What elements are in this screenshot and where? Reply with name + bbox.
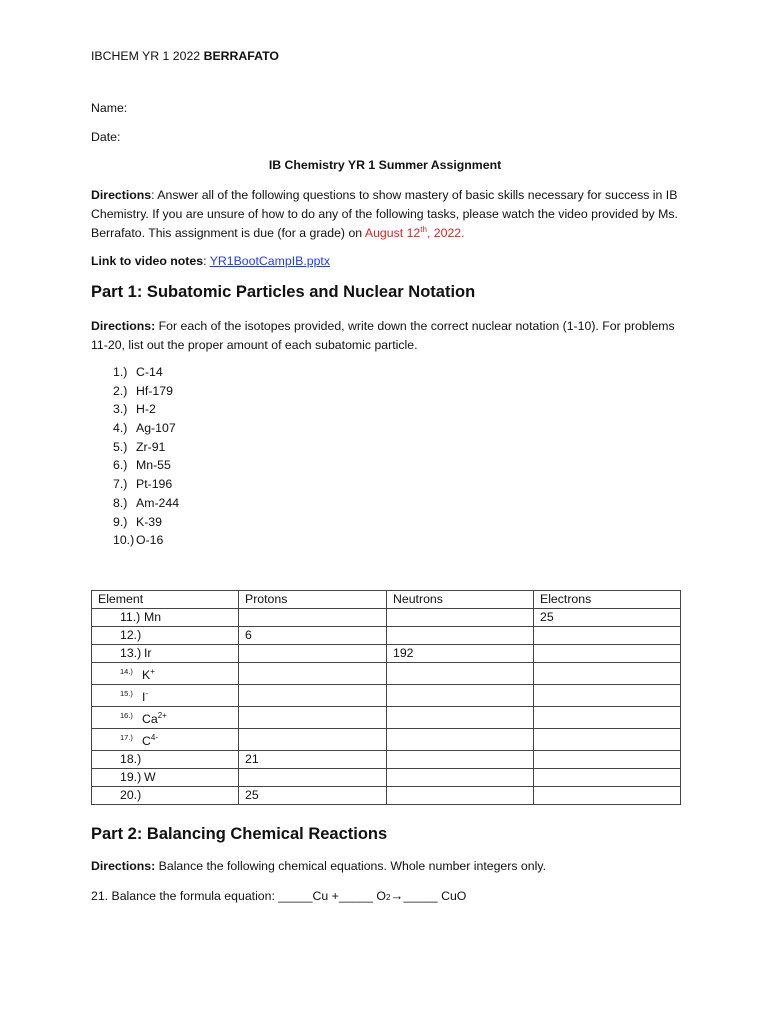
table-row <box>92 609 681 627</box>
oxygen-subscript: 2 <box>386 893 391 902</box>
name-label: Name: <box>91 101 128 115</box>
element-cell <box>92 645 239 663</box>
isotope-name: Hf-179 <box>136 383 173 398</box>
list-item <box>113 400 179 419</box>
electrons-cell[interactable] <box>534 663 681 685</box>
table-row <box>92 685 681 707</box>
neutrons-cell[interactable] <box>387 627 534 645</box>
header-protons: Protons <box>239 591 387 609</box>
neutrons-cell[interactable] <box>387 663 534 685</box>
table-row <box>92 751 681 769</box>
neutrons-cell[interactable]: 192 <box>387 645 534 663</box>
list-item-number: 3.) <box>113 402 128 417</box>
element-symbol: Ir <box>144 646 152 660</box>
directions-label: Directions <box>91 188 152 202</box>
part2-heading: Part 2: Balancing Chemical Reactions <box>91 825 388 843</box>
element-symbol: W <box>144 770 156 784</box>
protons-cell[interactable]: 6 <box>239 627 387 645</box>
electrons-cell[interactable] <box>534 645 681 663</box>
row-number: 11.) <box>120 610 141 624</box>
list-item <box>113 438 179 457</box>
ion-charge: 4- <box>150 733 159 742</box>
ion-charge: 2+ <box>157 711 167 720</box>
header-element: Element <box>92 591 239 609</box>
neutrons-cell[interactable] <box>387 769 534 787</box>
element-symbol: K <box>142 668 151 682</box>
element-cell <box>92 609 239 627</box>
element-cell <box>92 707 239 729</box>
electrons-cell[interactable] <box>534 729 681 751</box>
row-number: 19.) <box>120 770 142 784</box>
video-notes-line: Link to video notes: YR1BootCampIB.pptx <box>91 254 330 268</box>
element-cell <box>92 627 239 645</box>
directions-paragraph <box>91 186 691 243</box>
row-number: 15.) <box>120 689 133 698</box>
list-item-number: 5.) <box>113 439 128 454</box>
row-number: 20.) <box>120 788 142 802</box>
video-label: Link to video notes <box>91 254 204 268</box>
electrons-cell[interactable] <box>534 751 681 769</box>
list-item <box>113 419 179 438</box>
header-electrons: Electrons <box>534 591 681 609</box>
element-cell <box>92 685 239 707</box>
list-item-number: 7.) <box>113 477 128 492</box>
list-item <box>113 382 179 401</box>
list-item-number: 6.) <box>113 458 128 473</box>
document-title: IB Chemistry YR 1 Summer Assignment <box>268 158 502 172</box>
protons-cell[interactable] <box>239 707 387 729</box>
list-item-number: 8.) <box>113 495 128 510</box>
subatomic-table <box>91 590 681 805</box>
element-symbol: Mn <box>144 610 162 624</box>
element-cell <box>92 663 239 685</box>
list-item-number: 10.) <box>113 533 135 548</box>
directions-text: : Answer all of the following questions to show mastery of basic skills necessary for success in IB Chemistry. If you are unsure of how to do any of the following tasks, please watch the video provided by Ms. Berrafato. This assignment is due (for a grade) on <box>91 188 678 240</box>
part2-directions-label: Directions: <box>91 859 156 873</box>
table-row <box>92 645 681 663</box>
isotope-name: Ag-107 <box>136 421 176 436</box>
isotope-name: Mn-55 <box>136 458 171 473</box>
list-item-number: 2.) <box>113 383 128 398</box>
neutrons-cell[interactable] <box>387 609 534 627</box>
row-number: 17.) <box>120 733 133 742</box>
isotope-name: O-16 <box>136 533 164 548</box>
list-item-number: 4.) <box>113 421 128 436</box>
row-number: 16.) <box>120 711 133 720</box>
neutrons-cell[interactable] <box>387 729 534 751</box>
element-symbol: C <box>142 734 151 748</box>
isotope-name: C-14 <box>136 365 163 379</box>
neutrons-cell[interactable] <box>387 751 534 769</box>
isotope-list <box>113 363 179 550</box>
protons-cell[interactable]: 21 <box>239 751 387 769</box>
question-21: 21. Balance the formula equation: _____Cu +_____ O2→_____ CuO <box>91 888 467 903</box>
row-number: 14.) <box>120 667 133 676</box>
row-number: 13.) <box>120 646 142 660</box>
table-row <box>92 787 681 805</box>
date-label: Date: <box>91 130 121 144</box>
table-header-row <box>92 591 681 609</box>
part1-directions: Directions: For each of the isotopes provided, write down the correct nuclear notation (1-10). For problems 11-20, list out the proper amount of each subatomic particle. <box>91 319 675 352</box>
protons-cell[interactable] <box>239 645 387 663</box>
electrons-cell[interactable] <box>534 707 681 729</box>
list-item-number: 1.) <box>113 365 128 379</box>
video-notes-link[interactable]: YR1BootCampIB.pptx <box>209 254 330 268</box>
isotope-name: H-2 <box>136 402 156 417</box>
neutrons-cell[interactable] <box>387 787 534 805</box>
arrow-icon: → <box>390 888 404 903</box>
list-item <box>113 513 179 532</box>
list-item <box>113 363 179 382</box>
element-cell <box>92 787 239 805</box>
header-neutrons: Neutrons <box>387 591 534 609</box>
teacher-name: BERRAFATO <box>203 49 279 63</box>
electrons-cell[interactable] <box>534 685 681 707</box>
electrons-cell[interactable] <box>534 769 681 787</box>
element-symbol: Ca <box>142 712 158 726</box>
protons-cell[interactable] <box>239 769 387 787</box>
row-number: 18.) <box>120 752 142 766</box>
table-row <box>92 663 681 685</box>
list-item <box>113 531 179 550</box>
neutrons-cell[interactable] <box>387 707 534 729</box>
element-symbol: I <box>142 690 146 704</box>
element-cell <box>92 751 239 769</box>
page-header <box>91 49 279 63</box>
list-item <box>113 456 179 475</box>
table-row <box>92 627 681 645</box>
protons-cell[interactable] <box>239 685 387 707</box>
list-item <box>113 494 179 513</box>
ion-charge: - <box>145 689 149 698</box>
part1-directions-label: Directions: <box>91 319 156 333</box>
due-date: August 12th, 2022. <box>364 225 465 240</box>
electrons-cell[interactable]: 25 <box>534 609 681 627</box>
isotope-name: Zr-91 <box>136 439 166 454</box>
protons-cell[interactable] <box>239 663 387 685</box>
isotope-name: Am-244 <box>136 495 180 510</box>
row-number: 12.) <box>120 628 142 642</box>
electrons-cell[interactable] <box>534 627 681 645</box>
element-cell <box>92 729 239 751</box>
isotope-name: Pt-196 <box>136 477 173 492</box>
list-item-number: 9.) <box>113 514 128 529</box>
part2-directions: Directions: Balance the following chemical equations. Whole number integers only. <box>91 859 546 873</box>
isotope-name: K-39 <box>136 514 162 529</box>
table-row <box>92 729 681 751</box>
part1-heading: Part 1: Subatomic Particles and Nuclear Notation <box>91 283 476 301</box>
electrons-cell[interactable] <box>534 787 681 805</box>
table-row <box>92 769 681 787</box>
protons-cell[interactable] <box>239 729 387 751</box>
protons-cell[interactable] <box>239 609 387 627</box>
course-label: IBCHEM YR 1 2022 <box>91 49 201 63</box>
neutrons-cell[interactable] <box>387 685 534 707</box>
protons-cell[interactable]: 25 <box>239 787 387 805</box>
element-cell <box>92 769 239 787</box>
ion-charge: + <box>150 667 155 676</box>
list-item <box>113 475 179 494</box>
table-row <box>92 707 681 729</box>
